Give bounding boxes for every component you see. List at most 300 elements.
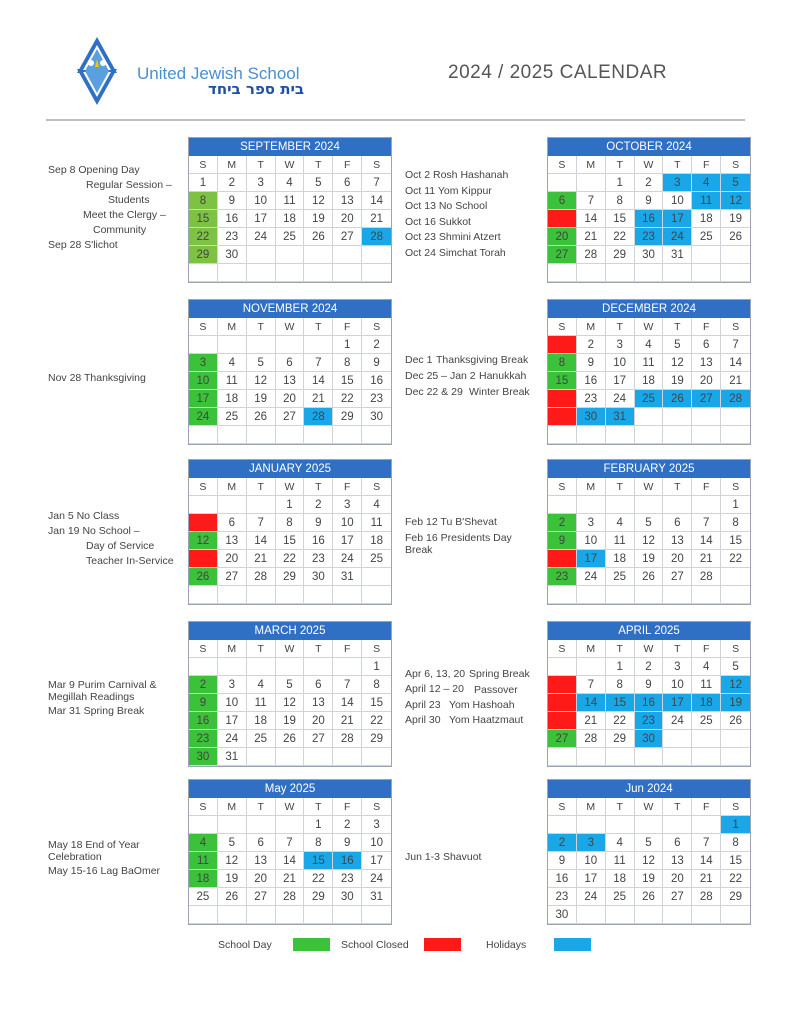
empty-day-cell bbox=[606, 906, 635, 924]
note-jan-1: Jan 5 No Class bbox=[48, 510, 120, 522]
day-cell: 5 bbox=[189, 514, 218, 532]
calendar-september-2024 bbox=[188, 137, 392, 283]
weekday-label: W bbox=[276, 318, 305, 336]
week-row bbox=[548, 390, 750, 408]
empty-day-cell bbox=[304, 264, 333, 282]
day-cell: 27 bbox=[276, 408, 305, 426]
day-cell: 3 bbox=[577, 514, 606, 532]
day-cell: 22 bbox=[276, 550, 305, 568]
day-cell: 7 bbox=[721, 336, 750, 354]
day-cell: 24 bbox=[663, 228, 692, 246]
week-row bbox=[548, 816, 750, 834]
empty-day-cell bbox=[548, 174, 577, 192]
day-cell: 5 bbox=[721, 658, 750, 676]
day-cell: 22 bbox=[362, 712, 391, 730]
day-cell: 28 bbox=[692, 888, 721, 906]
week-row bbox=[189, 514, 391, 532]
day-cell: 20 bbox=[276, 390, 305, 408]
day-cell: 12 bbox=[304, 192, 333, 210]
day-cell: 27 bbox=[333, 228, 362, 246]
day-cell: 26 bbox=[276, 730, 305, 748]
day-cell: 6 bbox=[692, 336, 721, 354]
day-cell: 22 bbox=[548, 390, 577, 408]
week-row bbox=[189, 658, 391, 676]
star-of-david-icon bbox=[77, 37, 117, 105]
weekday-label: S bbox=[362, 156, 391, 174]
day-cell: 4 bbox=[189, 834, 218, 852]
note-sep-opening: Sep 8 Opening Day bbox=[48, 164, 140, 176]
day-cell: 12 bbox=[218, 852, 247, 870]
weekday-label: S bbox=[548, 478, 577, 496]
day-cell: 21 bbox=[247, 550, 276, 568]
day-cell: 21 bbox=[362, 210, 391, 228]
day-cell: 18 bbox=[189, 870, 218, 888]
week-row bbox=[548, 712, 750, 730]
empty-day-cell bbox=[304, 426, 333, 444]
day-cell: 3 bbox=[333, 496, 362, 514]
note-dec-date-3: Dec 22 & 29 bbox=[405, 386, 463, 398]
note-mar-1: Mar 9 Purim Carnival & bbox=[48, 679, 157, 691]
note-jun-1: Jun 1-3 Shavuot bbox=[405, 851, 482, 863]
weekday-label: T bbox=[304, 640, 333, 658]
day-cell: 13 bbox=[218, 532, 247, 550]
weekday-label: T bbox=[304, 798, 333, 816]
day-cell: 6 bbox=[304, 676, 333, 694]
day-cell: 24 bbox=[577, 888, 606, 906]
empty-day-cell bbox=[276, 658, 305, 676]
empty-day-cell bbox=[218, 586, 247, 604]
day-cell: 15 bbox=[276, 532, 305, 550]
day-cell: 27 bbox=[663, 568, 692, 586]
weekday-label: T bbox=[247, 798, 276, 816]
day-cell: 5 bbox=[635, 834, 664, 852]
week-row bbox=[189, 730, 391, 748]
legend-school-closed-swatch bbox=[424, 938, 461, 951]
week-row bbox=[548, 514, 750, 532]
weekday-label: W bbox=[635, 798, 664, 816]
empty-day-cell bbox=[189, 816, 218, 834]
day-cell: 4 bbox=[362, 496, 391, 514]
weekday-label: S bbox=[362, 640, 391, 658]
note-mar-2: Megillah Readings bbox=[48, 691, 135, 703]
weekday-label: T bbox=[663, 478, 692, 496]
legend-holidays-label: Holidays bbox=[486, 939, 527, 951]
day-cell: 18 bbox=[606, 550, 635, 568]
day-cell: 23 bbox=[548, 888, 577, 906]
day-cell: 14 bbox=[577, 694, 606, 712]
day-cell: 20 bbox=[247, 870, 276, 888]
note-sep-slichot: Sep 28 S'lichot bbox=[48, 239, 118, 251]
week-row bbox=[189, 354, 391, 372]
day-cell: 13 bbox=[663, 852, 692, 870]
day-cell: 25 bbox=[247, 730, 276, 748]
empty-day-cell bbox=[635, 408, 664, 426]
note-oct-3: Oct 13 No School bbox=[405, 200, 488, 212]
day-cell: 22 bbox=[721, 870, 750, 888]
day-cell: 14 bbox=[692, 532, 721, 550]
day-cell: 23 bbox=[218, 228, 247, 246]
weekday-header-row bbox=[189, 478, 391, 496]
weekday-label: S bbox=[189, 478, 218, 496]
day-cell: 13 bbox=[333, 192, 362, 210]
empty-day-cell bbox=[362, 246, 391, 264]
day-cell: 28 bbox=[247, 568, 276, 586]
week-row bbox=[189, 586, 391, 604]
empty-day-cell bbox=[721, 264, 750, 282]
week-row bbox=[189, 426, 391, 444]
empty-day-cell bbox=[362, 586, 391, 604]
day-cell: 30 bbox=[304, 568, 333, 586]
day-cell: 17 bbox=[333, 532, 362, 550]
day-cell: 24 bbox=[189, 408, 218, 426]
empty-day-cell bbox=[304, 246, 333, 264]
weekday-header-row bbox=[548, 318, 750, 336]
weekday-label: W bbox=[635, 640, 664, 658]
note-apr-event-4: Yom Haatzmaut bbox=[449, 714, 524, 726]
day-cell: 17 bbox=[577, 870, 606, 888]
day-cell: 20 bbox=[218, 550, 247, 568]
empty-day-cell bbox=[304, 748, 333, 766]
day-cell: 14 bbox=[692, 852, 721, 870]
day-cell: 17 bbox=[663, 694, 692, 712]
day-cell: 10 bbox=[247, 192, 276, 210]
day-cell: 14 bbox=[362, 192, 391, 210]
day-cell: 26 bbox=[663, 390, 692, 408]
empty-day-cell bbox=[692, 906, 721, 924]
day-cell: 8 bbox=[189, 192, 218, 210]
empty-day-cell bbox=[247, 336, 276, 354]
day-cell: 7 bbox=[692, 834, 721, 852]
weekday-label: F bbox=[692, 478, 721, 496]
empty-day-cell bbox=[218, 658, 247, 676]
day-cell: 17 bbox=[362, 852, 391, 870]
day-cell: 26 bbox=[304, 228, 333, 246]
day-cell: 2 bbox=[548, 514, 577, 532]
day-cell: 24 bbox=[333, 550, 362, 568]
day-cell: 29 bbox=[276, 568, 305, 586]
day-cell: 1 bbox=[721, 496, 750, 514]
day-cell: 18 bbox=[635, 372, 664, 390]
weekday-label: T bbox=[247, 156, 276, 174]
day-cell: 1 bbox=[304, 816, 333, 834]
empty-day-cell bbox=[721, 586, 750, 604]
empty-day-cell bbox=[218, 816, 247, 834]
day-cell: 26 bbox=[247, 408, 276, 426]
day-cell: 13 bbox=[548, 210, 577, 228]
day-cell: 2 bbox=[577, 336, 606, 354]
empty-day-cell bbox=[247, 426, 276, 444]
day-cell: 18 bbox=[218, 390, 247, 408]
day-cell: 1 bbox=[606, 174, 635, 192]
calendar-november-2024 bbox=[188, 299, 392, 445]
day-cell: 5 bbox=[276, 676, 305, 694]
day-cell: 15 bbox=[333, 372, 362, 390]
empty-day-cell bbox=[721, 568, 750, 586]
day-cell: 5 bbox=[218, 834, 247, 852]
empty-day-cell bbox=[276, 336, 305, 354]
day-cell: 2 bbox=[189, 676, 218, 694]
note-oct-1: Oct 2 Rosh Hashanah bbox=[405, 169, 509, 181]
weekday-label: M bbox=[577, 318, 606, 336]
empty-day-cell bbox=[247, 264, 276, 282]
empty-day-cell bbox=[663, 586, 692, 604]
day-cell: 25 bbox=[218, 408, 247, 426]
day-cell: 23 bbox=[362, 390, 391, 408]
day-cell: 20 bbox=[548, 712, 577, 730]
day-cell: 19 bbox=[276, 712, 305, 730]
day-cell: 27 bbox=[548, 730, 577, 748]
empty-day-cell bbox=[721, 246, 750, 264]
calendar-april-2025 bbox=[547, 621, 751, 767]
day-cell: 19 bbox=[635, 870, 664, 888]
day-cell: 25 bbox=[189, 888, 218, 906]
day-cell: 17 bbox=[218, 712, 247, 730]
week-row bbox=[548, 426, 750, 444]
day-cell: 26 bbox=[721, 712, 750, 730]
note-apr-event-2: Passover bbox=[474, 684, 518, 696]
day-cell: 28 bbox=[276, 888, 305, 906]
day-cell: 3 bbox=[577, 834, 606, 852]
day-cell: 21 bbox=[577, 228, 606, 246]
week-row bbox=[189, 712, 391, 730]
day-cell: 14 bbox=[577, 210, 606, 228]
note-apr-date-4: April 30 bbox=[405, 714, 441, 726]
day-cell: 15 bbox=[606, 210, 635, 228]
week-row bbox=[189, 748, 391, 766]
empty-day-cell bbox=[663, 496, 692, 514]
note-feb-2: Feb 16 Presidents Day bbox=[405, 532, 512, 544]
day-cell: 21 bbox=[692, 550, 721, 568]
day-cell: 12 bbox=[635, 532, 664, 550]
day-cell: 1 bbox=[333, 336, 362, 354]
day-cell: 11 bbox=[218, 372, 247, 390]
note-sep-clergy: Meet the Clergy – bbox=[83, 209, 166, 221]
day-cell: 2 bbox=[635, 174, 664, 192]
note-dec-date-1: Dec 1 bbox=[405, 354, 433, 366]
week-row bbox=[189, 210, 391, 228]
week-row bbox=[189, 568, 391, 586]
day-cell: 4 bbox=[692, 174, 721, 192]
empty-day-cell bbox=[663, 426, 692, 444]
empty-day-cell bbox=[721, 408, 750, 426]
note-jan-3: Day of Service bbox=[86, 540, 155, 552]
empty-day-cell bbox=[721, 730, 750, 748]
week-row bbox=[189, 496, 391, 514]
empty-day-cell bbox=[276, 586, 305, 604]
empty-day-cell bbox=[606, 264, 635, 282]
weekday-label: S bbox=[189, 640, 218, 658]
day-cell: 30 bbox=[362, 408, 391, 426]
day-cell: 14 bbox=[333, 694, 362, 712]
day-cell: 11 bbox=[692, 192, 721, 210]
day-cell: 23 bbox=[333, 870, 362, 888]
week-row bbox=[548, 586, 750, 604]
day-cell: 31 bbox=[362, 888, 391, 906]
note-apr-event-3: Yom Hashoah bbox=[449, 699, 515, 711]
calendar-title: FEBRUARY 2025 bbox=[548, 460, 750, 478]
empty-day-cell bbox=[577, 586, 606, 604]
empty-day-cell bbox=[663, 264, 692, 282]
empty-day-cell bbox=[304, 336, 333, 354]
day-cell: 13 bbox=[692, 354, 721, 372]
weekday-label: F bbox=[333, 640, 362, 658]
day-cell: 6 bbox=[247, 834, 276, 852]
week-row bbox=[548, 870, 750, 888]
weekday-label: W bbox=[276, 798, 305, 816]
day-cell: 9 bbox=[635, 192, 664, 210]
empty-day-cell bbox=[218, 906, 247, 924]
day-cell: 1 bbox=[606, 658, 635, 676]
day-cell: 17 bbox=[189, 390, 218, 408]
weekday-label: S bbox=[362, 798, 391, 816]
day-cell: 15 bbox=[362, 694, 391, 712]
calendar-title: MARCH 2025 bbox=[189, 622, 391, 640]
empty-day-cell bbox=[577, 906, 606, 924]
day-cell: 29 bbox=[333, 408, 362, 426]
day-cell: 5 bbox=[635, 514, 664, 532]
week-row bbox=[189, 228, 391, 246]
weekday-label: T bbox=[663, 798, 692, 816]
empty-day-cell bbox=[548, 816, 577, 834]
day-cell: 9 bbox=[333, 834, 362, 852]
weekday-label: T bbox=[663, 156, 692, 174]
week-row bbox=[548, 834, 750, 852]
empty-day-cell bbox=[606, 496, 635, 514]
day-cell: 5 bbox=[247, 354, 276, 372]
week-row bbox=[548, 694, 750, 712]
week-row bbox=[548, 174, 750, 192]
empty-day-cell bbox=[663, 408, 692, 426]
empty-day-cell bbox=[276, 264, 305, 282]
weekday-label: F bbox=[692, 156, 721, 174]
empty-day-cell bbox=[304, 906, 333, 924]
day-cell: 21 bbox=[577, 712, 606, 730]
day-cell: 31 bbox=[663, 246, 692, 264]
day-cell: 17 bbox=[606, 372, 635, 390]
day-cell: 7 bbox=[577, 676, 606, 694]
day-cell: 23 bbox=[635, 228, 664, 246]
day-cell: 3 bbox=[663, 658, 692, 676]
day-cell: 16 bbox=[635, 210, 664, 228]
weekday-label: S bbox=[721, 318, 750, 336]
day-cell: 4 bbox=[218, 354, 247, 372]
empty-day-cell bbox=[635, 816, 664, 834]
empty-day-cell bbox=[333, 426, 362, 444]
day-cell: 21 bbox=[333, 712, 362, 730]
day-cell: 30 bbox=[577, 408, 606, 426]
note-apr-date-3: April 23 bbox=[405, 699, 441, 711]
weekday-label: F bbox=[692, 640, 721, 658]
day-cell: 23 bbox=[577, 390, 606, 408]
weekday-label: S bbox=[548, 640, 577, 658]
week-row bbox=[548, 730, 750, 748]
day-cell: 18 bbox=[692, 694, 721, 712]
weekday-label: W bbox=[635, 156, 664, 174]
empty-day-cell bbox=[218, 264, 247, 282]
day-cell: 18 bbox=[606, 870, 635, 888]
day-cell: 28 bbox=[577, 246, 606, 264]
day-cell: 27 bbox=[247, 888, 276, 906]
day-cell: 10 bbox=[189, 372, 218, 390]
empty-day-cell bbox=[218, 496, 247, 514]
empty-day-cell bbox=[635, 906, 664, 924]
day-cell: 13 bbox=[663, 532, 692, 550]
calendar-title: APRIL 2025 bbox=[548, 622, 750, 640]
day-cell: 19 bbox=[635, 550, 664, 568]
week-row bbox=[548, 246, 750, 264]
empty-day-cell bbox=[635, 586, 664, 604]
note-apr-event-1: Spring Break bbox=[469, 668, 530, 680]
week-row bbox=[189, 408, 391, 426]
day-cell: 11 bbox=[606, 852, 635, 870]
week-row bbox=[189, 906, 391, 924]
day-cell: 10 bbox=[577, 852, 606, 870]
day-cell: 2 bbox=[362, 336, 391, 354]
day-cell: 21 bbox=[692, 870, 721, 888]
empty-day-cell bbox=[692, 748, 721, 766]
empty-day-cell bbox=[362, 906, 391, 924]
week-row bbox=[548, 354, 750, 372]
weekday-header-row bbox=[548, 640, 750, 658]
empty-day-cell bbox=[635, 496, 664, 514]
empty-day-cell bbox=[333, 264, 362, 282]
day-cell: 14 bbox=[247, 532, 276, 550]
day-cell: 27 bbox=[218, 568, 247, 586]
day-cell: 26 bbox=[721, 228, 750, 246]
weekday-header-row bbox=[189, 318, 391, 336]
day-cell: 1 bbox=[276, 496, 305, 514]
day-cell: 31 bbox=[218, 748, 247, 766]
week-row bbox=[548, 496, 750, 514]
day-cell: 13 bbox=[304, 694, 333, 712]
day-cell: 9 bbox=[304, 514, 333, 532]
day-cell: 12 bbox=[635, 852, 664, 870]
week-row bbox=[189, 192, 391, 210]
day-cell: 12 bbox=[276, 694, 305, 712]
weekday-label: F bbox=[692, 798, 721, 816]
day-cell: 2 bbox=[548, 834, 577, 852]
day-cell: 25 bbox=[362, 550, 391, 568]
day-cell: 10 bbox=[663, 192, 692, 210]
day-cell: 16 bbox=[577, 372, 606, 390]
day-cell: 15 bbox=[304, 852, 333, 870]
day-cell: 21 bbox=[276, 870, 305, 888]
week-row bbox=[548, 532, 750, 550]
weekday-label: F bbox=[333, 798, 362, 816]
logo-name-hebrew: בית ספר ביחד bbox=[208, 80, 305, 98]
day-cell: 31 bbox=[606, 408, 635, 426]
day-cell: 22 bbox=[606, 228, 635, 246]
day-cell: 4 bbox=[692, 658, 721, 676]
week-row bbox=[548, 372, 750, 390]
day-cell: 29 bbox=[548, 408, 577, 426]
note-feb-1: Feb 12 Tu B'Shevat bbox=[405, 516, 497, 528]
day-cell: 10 bbox=[362, 834, 391, 852]
day-cell: 19 bbox=[189, 550, 218, 568]
weekday-header-row bbox=[189, 640, 391, 658]
note-may-2: Celebration bbox=[48, 851, 102, 863]
empty-day-cell bbox=[577, 816, 606, 834]
weekday-label: S bbox=[548, 318, 577, 336]
day-cell: 25 bbox=[692, 712, 721, 730]
weekday-label: S bbox=[721, 478, 750, 496]
empty-day-cell bbox=[189, 264, 218, 282]
week-row bbox=[548, 748, 750, 766]
weekday-label: T bbox=[663, 640, 692, 658]
weekday-label: T bbox=[247, 478, 276, 496]
empty-day-cell bbox=[692, 408, 721, 426]
day-cell: 14 bbox=[276, 852, 305, 870]
